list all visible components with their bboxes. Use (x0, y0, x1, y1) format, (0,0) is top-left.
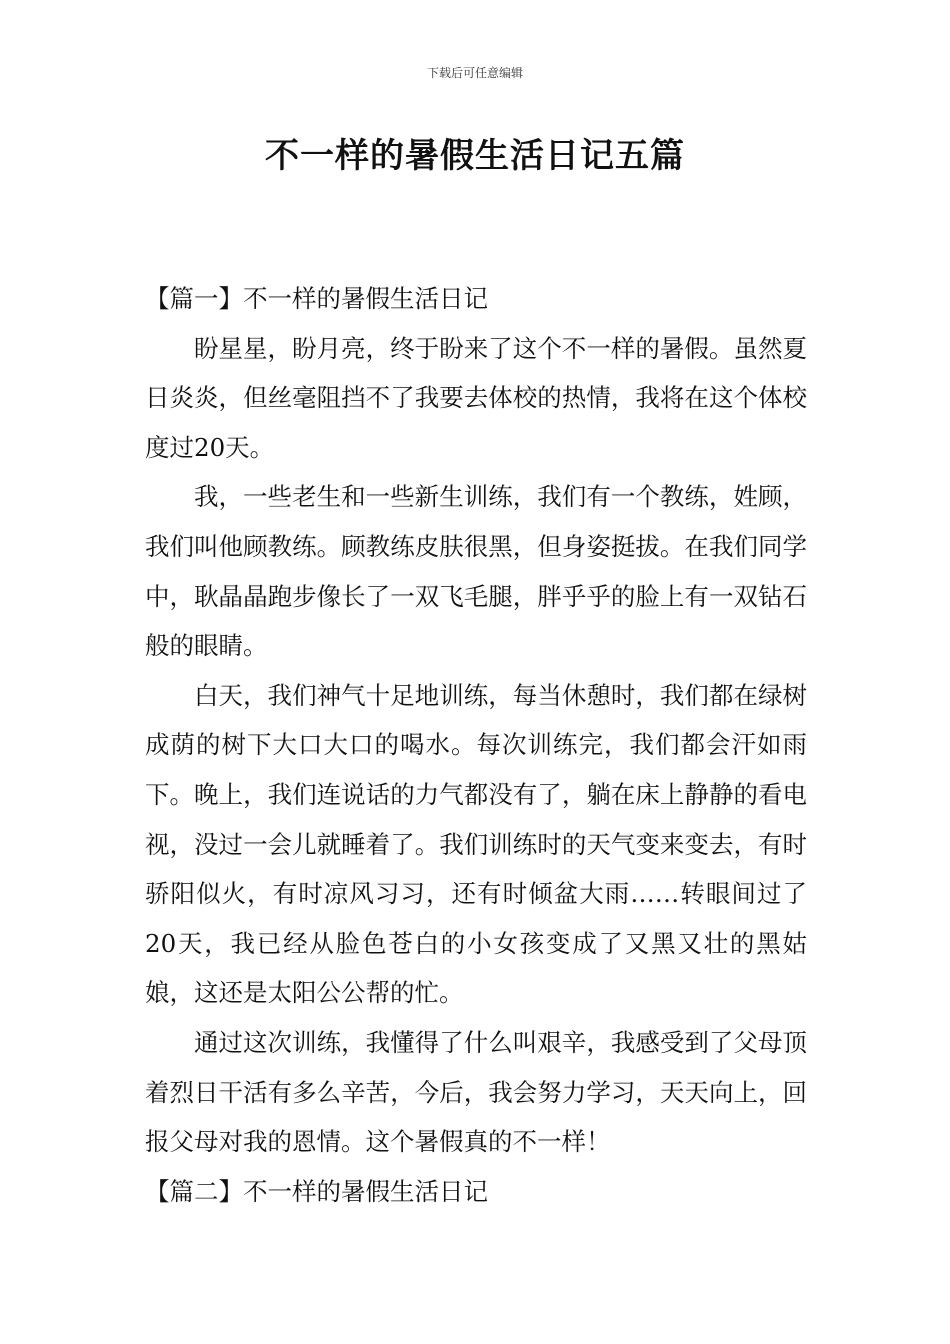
section-heading-1: 【篇一】不一样的暑假生活日记 (145, 284, 488, 313)
page-header-note: 下载后可任意编辑 (426, 66, 523, 80)
paragraph: 白天，我们神气十足地训练，每当休憩时，我们都在绿树成荫的树下大口大口的喝水。每次训练完，我们都会汗如雨下。晚上，我们连说话的力气都没有了，躺在床上静静的看电视，没过一会儿就睡着了。我们训练时的天气变来变去，有时骄阳似火，有时凉风习习，还有时倾盆大雨……转眼间过了20天，我已经从脸色苍白的小女孩变成了又黑又壮的黑姑娘，这还是太阳公公帮的忙。 (145, 680, 807, 1008)
document-body (145, 274, 807, 1216)
paragraph: 我，一些老生和一些新生训练，我们有一个教练，姓顾，我们叫他顾教练。顾教练皮肤很黑，但身姿挺拔。在我们同学中，耿晶晶跑步像长了一双飞毛腿，胖乎乎的脸上有一双钻石般的眼睛。 (145, 482, 807, 661)
paragraph: 通过这次训练，我懂得了什么叫艰辛，我感受到了父母顶着烈日干活有多么辛苦，今后，我会努力学习，天天向上，回报父母对我的恩情。这个暑假真的不一样！ (145, 1027, 807, 1157)
document-title: 不一样的暑假生活日记五篇 (265, 136, 685, 176)
section-heading-2: 【篇二】不一样的暑假生活日记 (145, 1176, 488, 1206)
paragraph: 盼星星，盼月亮，终于盼来了这个不一样的暑假。虽然夏日炎炎，但丝毫阻挡不了我要去体校的热情，我将在这个体校度过20天。 (145, 333, 807, 462)
